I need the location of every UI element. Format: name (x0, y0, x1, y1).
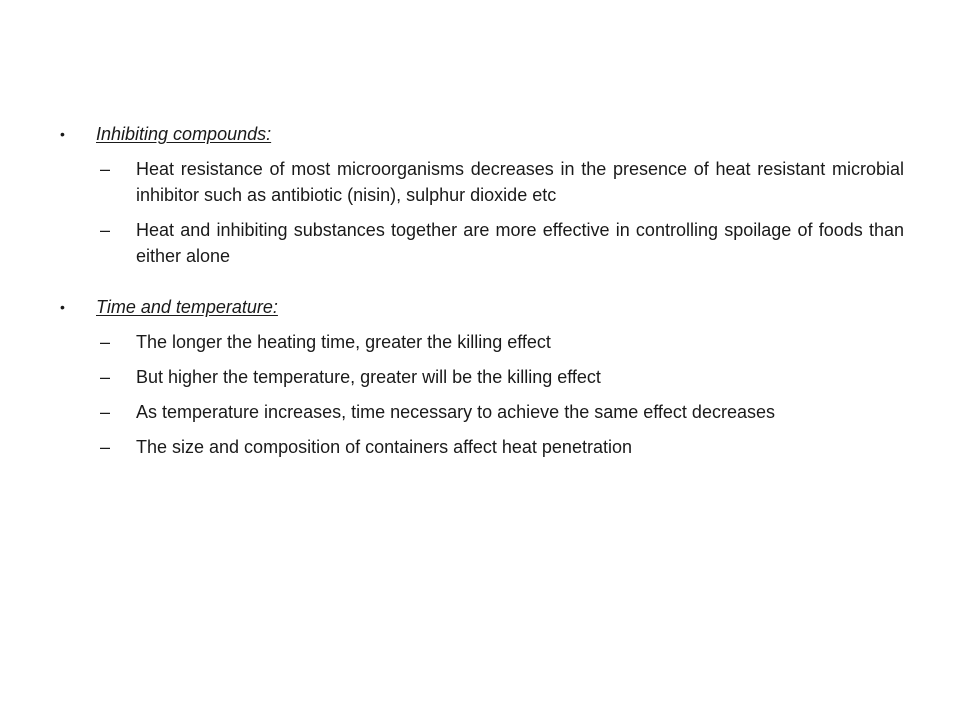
section-time-and-temperature (60, 295, 904, 460)
dash-icon: – (100, 402, 111, 422)
sub-point (60, 399, 904, 425)
sub-point-text: Heat and inhibiting substances together are more effective in controlling spoilage of foods than either alone (136, 220, 904, 266)
sub-point-list (60, 329, 904, 460)
dash-icon: – (100, 437, 111, 457)
sub-point (60, 156, 904, 208)
dash-icon: – (100, 220, 111, 240)
sub-point-text: The longer the heating time, greater the killing effect (136, 332, 551, 352)
dash-icon: – (100, 159, 111, 179)
section-heading-row (60, 295, 904, 319)
section-heading: Inhibiting compounds: (96, 124, 272, 144)
sub-point (60, 364, 904, 390)
section-heading: Time and temperature: (96, 297, 278, 317)
sub-point (60, 329, 904, 355)
sub-point-text: The size and composition of containers affect heat penetration (136, 437, 632, 457)
sub-point (60, 434, 904, 460)
sub-point-text: But higher the temperature, greater will be the killing effect (136, 367, 601, 387)
slide-content (60, 122, 904, 469)
dash-icon: – (100, 367, 111, 387)
section-heading-row (60, 122, 904, 146)
sub-point-list (60, 156, 904, 269)
sub-point-text: As temperature increases, time necessary to achieve the same effect decreases (136, 402, 775, 422)
sub-point (60, 217, 904, 269)
sub-point-text: Heat resistance of most microorganisms decreases in the presence of heat resistant microbial inhibitor such as antibiotic (nisin), sulphur dioxide etc (136, 159, 904, 205)
dash-icon: – (100, 332, 111, 352)
bullet-icon: • (60, 126, 65, 142)
section-inhibiting-compounds (60, 122, 904, 269)
bullet-icon: • (60, 299, 65, 315)
